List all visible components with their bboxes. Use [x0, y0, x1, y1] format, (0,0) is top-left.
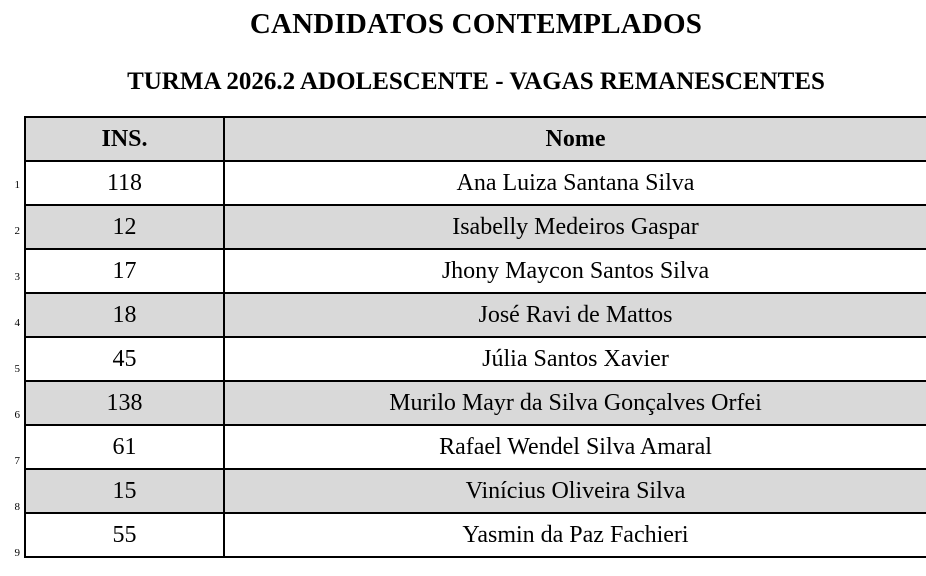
- cell-ins: 45: [25, 337, 224, 381]
- table-row: [25, 205, 926, 249]
- page-subtitle: TURMA 2026.2 ADOLESCENTE - VAGAS REMANESCENTES: [127, 68, 825, 95]
- row-number: 3: [14, 271, 20, 283]
- cell-nome: Rafael Wendel Silva Amaral: [224, 425, 926, 469]
- row-number: 1: [14, 179, 20, 191]
- page-title: CANDIDATOS CONTEMPLADOS: [249, 8, 703, 40]
- candidates-table-container: [24, 116, 926, 575]
- cell-nome: Murilo Mayr da Silva Gonçalves Orfei: [224, 381, 926, 425]
- cell-ins: 12: [25, 205, 224, 249]
- cell-nome: Vinícius Oliveira Silva: [224, 469, 926, 513]
- table-row: [25, 249, 926, 293]
- table-row: [25, 337, 926, 381]
- table-row: [25, 161, 926, 205]
- cell-nome: Jhony Maycon Santos Silva: [224, 249, 926, 293]
- table-row: [25, 425, 926, 469]
- table-row: [25, 513, 926, 557]
- cell-ins: 118: [25, 161, 224, 205]
- row-number: 5: [14, 363, 20, 375]
- cell-nome: José Ravi de Mattos: [224, 293, 926, 337]
- cell-nome: Ana Luiza Santana Silva: [224, 161, 926, 205]
- cell-ins: 15: [25, 469, 224, 513]
- cell-ins: 61: [25, 425, 224, 469]
- cell-nome: Yasmin da Paz Fachieri: [224, 513, 926, 557]
- column-header-ins: INS.: [25, 117, 224, 161]
- row-number: 8: [14, 501, 20, 513]
- row-number: 6: [14, 409, 20, 421]
- row-number: 2: [14, 225, 20, 237]
- table-row: [25, 381, 926, 425]
- table-header-row: [25, 117, 926, 161]
- column-header-nome: Nome: [224, 117, 926, 161]
- cell-nome: Júlia Santos Xavier: [224, 337, 926, 381]
- cell-nome: Isabelly Medeiros Gaspar: [224, 205, 926, 249]
- row-number: 9: [14, 547, 20, 559]
- row-number-column: [0, 162, 22, 576]
- cell-ins: 138: [25, 381, 224, 425]
- cell-ins: 18: [25, 293, 224, 337]
- candidates-table: [24, 116, 926, 558]
- cell-ins: 17: [25, 249, 224, 293]
- table-row: [25, 469, 926, 513]
- table-row: [25, 293, 926, 337]
- cell-ins: 55: [25, 513, 224, 557]
- row-number: 7: [14, 455, 20, 467]
- row-number: 4: [14, 317, 20, 329]
